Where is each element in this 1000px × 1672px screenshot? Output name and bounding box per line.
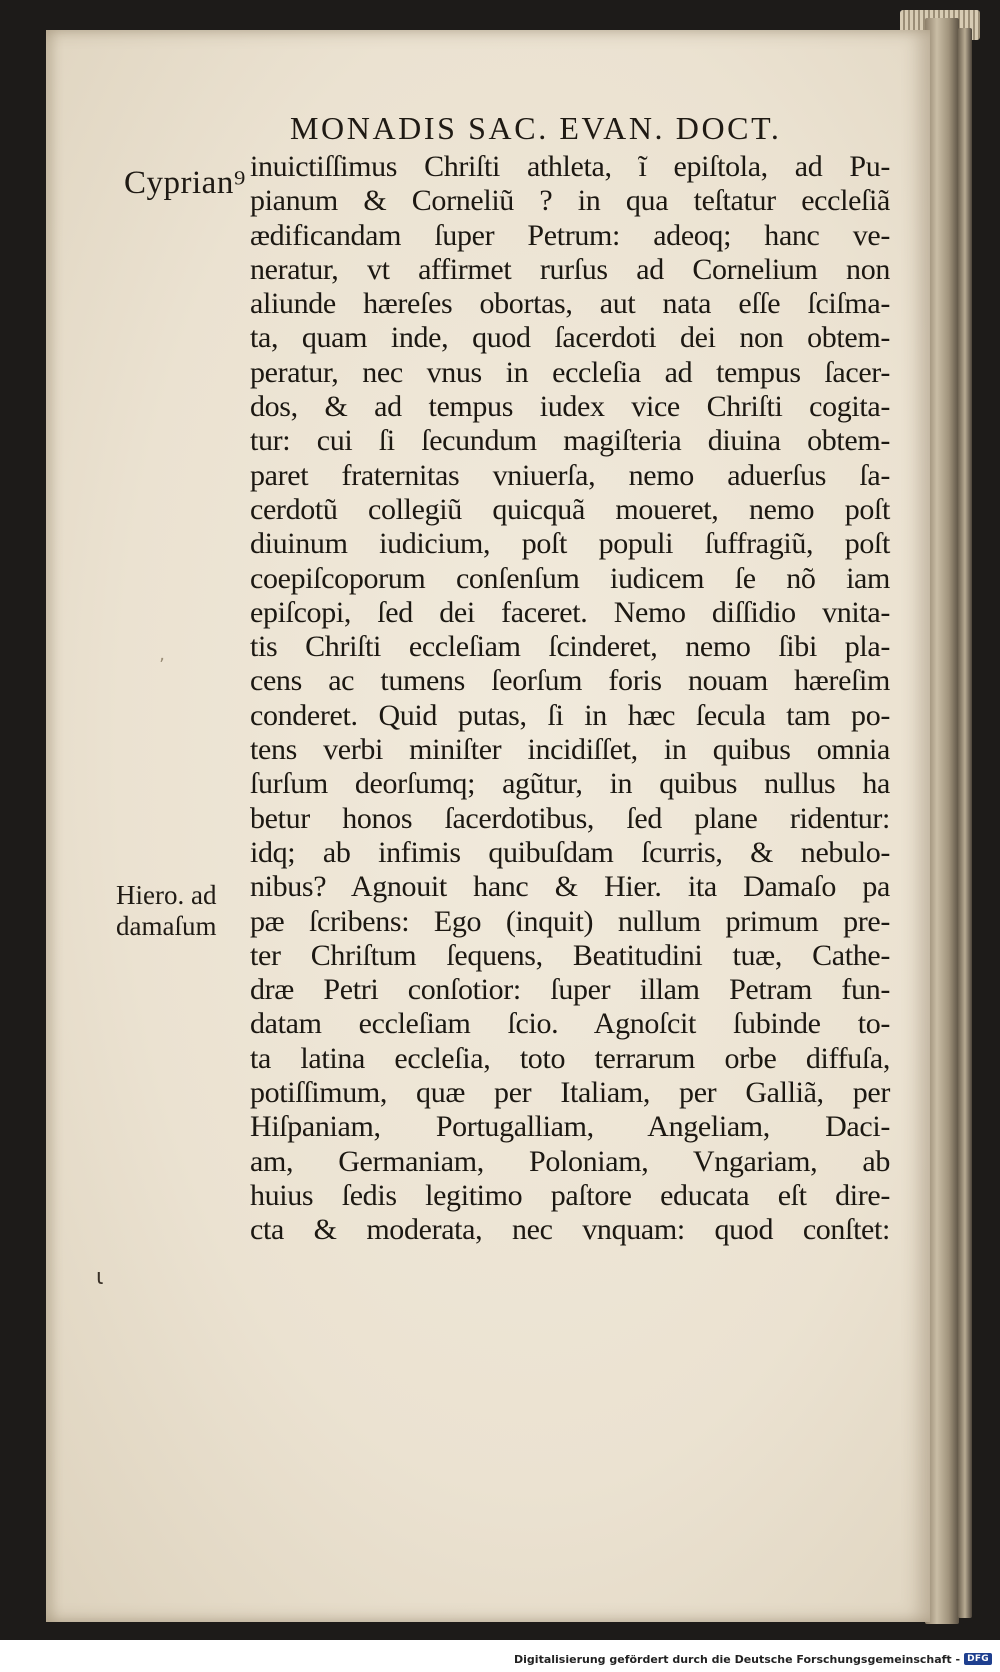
text-line: inuictiſſimus Chriſti athleta, ĩ epiſtola, ad Pu- [250,150,890,183]
text-line: ſurſum deorſumq; agũtur, in quibus nullus ha [250,767,890,801]
text-line: ædificandam ſuper Petrum: adeoq; hanc ve- [250,218,890,252]
stray-mark: ʼ [159,655,165,676]
text-line: neratur, vt affirmet rurſus ad Cornelium non [250,252,890,286]
text-line: ta, quam inde, quod ſacerdoti dei non obtem- [250,321,890,355]
text-line: nibus? Agnouit hanc & Hier. ita Damaſo pa [250,870,890,904]
margin-note-cyprian: Cyprian⁹ [124,165,246,201]
text-line: cens ac tumens ſeorſum foris nouam hæreſim [250,664,890,698]
text-line: tis Chriſti eccleſiam ſcinderet, nemo ſibi pla- [250,630,890,664]
text-line: dræ Petri conſotior: ſuper illam Petram fun- [250,973,890,1007]
text-line: ta latina eccleſia, toto terrarum orbe diffuſa, [250,1041,890,1075]
running-head: MONADIS SAC. EVAN. DOCT. [290,110,782,146]
text-line: pianum & Corneliũ ? in qua teſtatur eccleſiã [250,184,890,218]
text-line: diuinum iudicium, poſt populi ſuffragiũ, poſt [250,527,890,561]
margin-note-hiero-line1: Hiero. ad [116,880,217,910]
digitization-footer [514,1648,992,1670]
margin-note-hiero [116,880,216,942]
body-text [250,150,890,1248]
text-line: conderet. Quid putas, ſi in hæc ſecula tam po- [250,698,890,732]
text-line: dos, & ad tempus iudex vice Chriſti cogita- [250,390,890,424]
dfg-logo[interactable]: DFG [964,1653,992,1665]
text-line: betur honos ſacerdotibus, ſed plane ridentur: [250,801,890,835]
text-line: ter Chriſtum ſequens, Beatitudini tuæ, Cathe- [250,938,890,972]
text-line: pæ ſcribens: Ego (inquit) nullum primum pre- [250,904,890,938]
margin-note-hiero-line2: damaſum [116,911,217,941]
text-line: idq; ab infimis quibuſdam ſcurris, & nebulo- [250,835,890,869]
page-edges [925,18,959,1624]
text-line: peratur, nec vnus in eccleſia ad tempus ſacer- [250,355,890,389]
text-line: datam eccleſiam ſcio. Agnoſcit ſubinde to- [250,1007,890,1041]
text-line: epiſcopi, ſed dei faceret. Nemo diſſidio vnita- [250,595,890,629]
text-line: am, Germaniam, Poloniam, Vngariam, ab [250,1144,890,1178]
text-line: tens verbi miniſter incidiſſet, in quibus omnia [250,733,890,767]
text-line: huius ſedis legitimo paſtore educata eſt dire- [250,1178,890,1212]
text-line: coepiſcoporum conſenſum iudicem ſe nõ iam [250,561,890,595]
stray-mark: ɩ [96,1265,104,1290]
text-line: tur: cui ſi ſecundum magiſteria diuina obtem- [250,424,890,458]
text-line: paret fraternitas vniuerſa, nemo aduerſus ſa- [250,458,890,492]
text-line: potiſſimum, quæ per Italiam, per Galliã, per [250,1076,890,1110]
text-line: aliunde hæreſes obortas, aut nata eſſe ſciſma- [250,287,890,321]
text-line: Hiſpaniam, Portugalliam, Angeliam, Daci- [250,1110,890,1144]
text-line: cerdotũ collegiũ quicquã moueret, nemo poſt [250,492,890,526]
book-edge-shadow [958,28,972,1618]
funding-credit: Digitalisierung gefördert durch die Deutsche Forschungsgemeinschaft - [514,1652,961,1666]
text-line: cta & moderata, nec vnquam: quod conſtet: [250,1213,890,1247]
